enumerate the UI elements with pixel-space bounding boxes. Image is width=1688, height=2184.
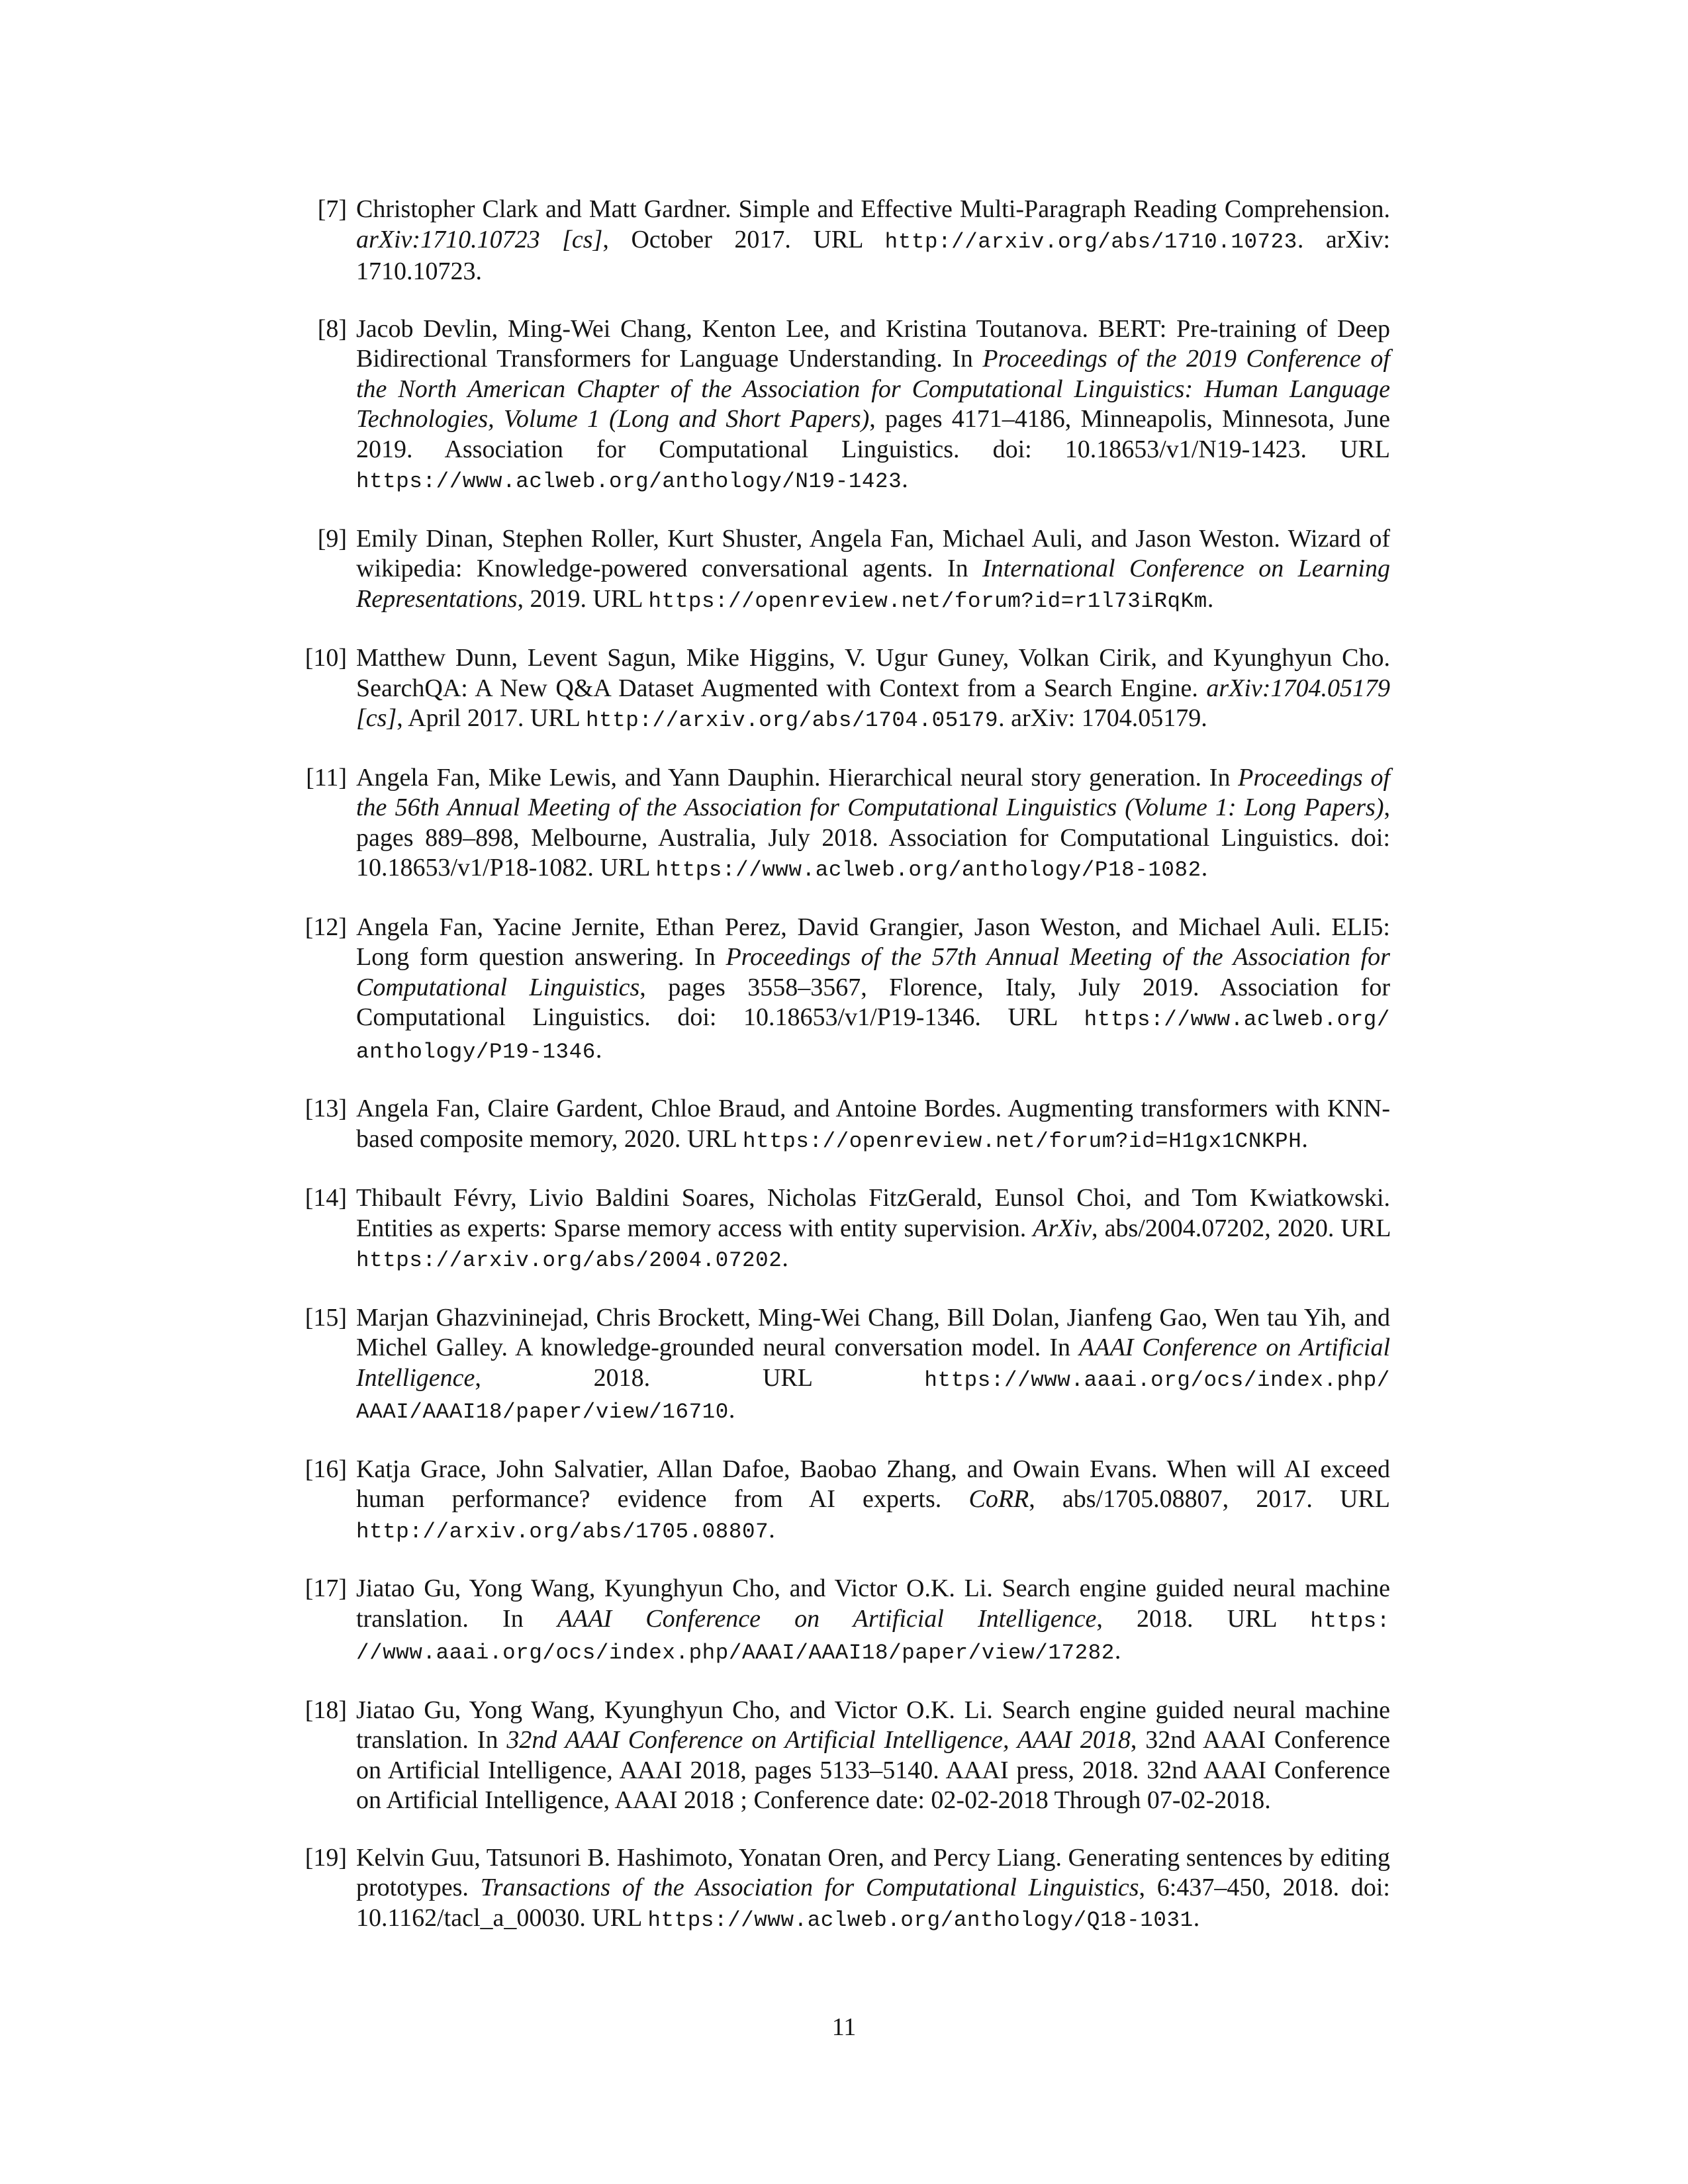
reference-text-segment: , pages 4171–4186, Minneapolis, Minnesota, June 2019. Association for Computational Linguistics. doi: 10.18653/v1/N19-1423. URL [356,405,1390,463]
reference-url-link[interactable]: https://arxiv.org/abs/2004.07202 [356,1248,782,1273]
reference-url-link[interactable]: https://openreview.net/forum?id=r1l73iRqKm [648,588,1207,614]
reference-text-segment: . [595,1035,602,1064]
reference-text-segment: , abs/2004.07202, 2020. URL [1092,1214,1390,1242]
reference-text [356,195,1390,287]
page-number: 11 [831,2013,857,2041]
reference-url-link[interactable]: http://arxiv.org/abs/1705.08807 [356,1519,769,1544]
reference-text-segment: Thibault Févry, Livio Baldini Soares, Nicholas FitzGerald, Eunsol Choi, and Tom Kwiatkowski. Entities as experts: Sparse memory access with entity supervision. [356,1184,1390,1242]
reference-text [356,314,1390,497]
reference-text-segment: . [1114,1637,1121,1664]
reference-text [356,913,1390,1068]
reference-number: [14] [305,1184,347,1212]
reference-list [298,195,1390,1962]
reference-text-segment: . arXiv: 1710.10723. [356,225,1391,285]
reference-text [356,643,1390,736]
reference-entry [298,643,1390,736]
reference-url-link[interactable]: https://openreview.net/forum?id=​H1gx1CNKPH [742,1128,1302,1154]
reference-number: [17] [305,1574,347,1602]
reference-text-segment: Emily Dinan, Stephen Roller, Kurt Shuster, Angela Fan, Michael Auli, and Jason Weston. Wizard of wikipedia: Knowledge-powered conversational agents. In [356,524,1390,582]
reference-text [356,1696,1390,1816]
reference-entry [298,195,1390,287]
reference-text-segment: . [728,1396,735,1424]
reference-number: [12] [305,913,347,941]
reference-entry [298,1574,1390,1668]
reference-text-segment: . arXiv: 1704.05179. [998,704,1207,732]
reference-text-segment: , pages 889–898, Melbourne, Australia, July 2018. Association for Computational Linguistics. doi: 10.18653/v1/P18-1082. URL [356,794,1390,882]
reference-text-segment: Marjan Ghazvininejad, Chris Brockett, Ming-Wei Chang, Bill Dolan, Jianfeng Gao, Wen tau Yih, and Michel Galley. A knowledge-grounded neural conversation model. In [356,1303,1390,1361]
reference-entry [298,1183,1390,1276]
reference-entry [298,1843,1390,1936]
reference-venue: CoRR [968,1485,1029,1513]
reference-text [356,763,1390,886]
reference-number: [16] [305,1455,347,1483]
reference-text-segment: Kelvin Guu, Tatsunori B. Hashimoto, Yonatan Oren, and Percy Liang. Generating sentences by editing prototypes. [356,1843,1390,1901]
reference-number: [11] [306,763,347,792]
reference-text-segment: . [769,1515,775,1543]
reference-text-segment: , April 2017. URL [397,704,586,732]
reference-entry [298,1696,1390,1816]
reference-entry [298,763,1390,886]
reference-entry [298,913,1390,1068]
reference-venue: Transactions of the Association for Computational Linguistics [480,1874,1139,1901]
reference-venue: Proceedings of the 56th Annual Meeting of the Association for Computational Linguistics (Volume 1: Long Papers) [356,763,1390,821]
reference-text-segment: Angela Fan, Mike Lewis, and Yann Dauphin. Hierarchical neural story generation. In [356,763,1239,792]
reference-text-segment: . [1201,854,1208,882]
reference-text-segment: Angela Fan, Yacine Jernite, Ethan Perez, David Grangier, Jason Weston, and Michael Auli. ELI5: Long form question answering. In [356,913,1390,971]
reference-text [356,1303,1390,1428]
reference-entry [298,1303,1390,1428]
reference-text-segment: . [1207,584,1214,613]
reference-number: [19] [305,1843,347,1872]
reference-text [356,1455,1390,1547]
reference-entry [298,1455,1390,1547]
reference-url-link[interactable]: https://www.aclweb.org/​anthology/P19-1346 [356,1007,1390,1064]
reference-text-segment: Angela Fan, Claire Gardent, Chloe Braud, and Antoine Bordes. Augmenting transformers with KNN-based composite memory, 2020. URL [356,1095,1390,1153]
reference-text-segment: , 6:437–450, 2018. doi: 10.1162/tacl_a_00030. URL [356,1874,1390,1932]
reference-venue: ArXiv [1033,1214,1092,1242]
reference-venue: Proceedings of the 57th Annual Meeting of the Association for Computational Linguistics [356,943,1390,1001]
reference-url-link[interactable]: https:​//www.aaai.org/ocs/index.php/AAAI/AAAI18/paper/view/17282 [356,1608,1391,1665]
reference-text-segment: Matthew Dunn, Levent Sagun, Mike Higgins, V. Ugur Guney, Volkan Cirik, and Kyunghyun Cho. SearchQA: A New Q&A Dataset Augmented with Context from a Search Engine. [356,644,1390,702]
reference-text-segment: Jacob Devlin, Ming-Wei Chang, Kenton Lee, and Kristina Toutanova. BERT: Pre-training of Deep Bidirectional Transformers for Language Understanding. In [356,314,1390,373]
reference-text [356,1843,1390,1936]
reference-text-segment: , October 2017. URL [602,225,885,253]
reference-text-segment: Christopher Clark and Matt Gardner. Simple and Effective Multi-Paragraph Reading Comprehension. [356,195,1390,223]
reference-url-link[interactable]: https://www.aclweb.org/anthology/N19-1423 [356,469,902,494]
reference-url-link[interactable]: http://arxiv.org/abs/1704.05179 [585,708,999,733]
reference-text-segment: , pages 3558–3567, Florence, Italy, July 2019. Association for Computational Linguistics. doi: 10.18653/v1/P19-1346. URL [356,973,1390,1031]
reference-venue: International Conference on Learning Representations [356,555,1390,613]
reference-url-link[interactable]: https://www.aaai.org/ocs/index.php/​AAAI/AAAI18/paper/view/16710 [356,1367,1390,1424]
reference-url-link[interactable]: https://www.aclweb.org/anthology/Q18-1031 [647,1907,1194,1933]
reference-text-segment: . [782,1244,788,1272]
reference-text [356,1094,1390,1156]
reference-url-link[interactable]: http://arxiv.org/abs/1710.10723 [884,229,1297,254]
reference-text [356,1574,1390,1668]
reference-venue: 32nd AAAI Conference on Artificial Intelligence, AAAI 2018 [506,1726,1131,1754]
reference-text-segment: . [1193,1903,1200,1932]
reference-text-segment: Jiatao Gu, Yong Wang, Kyunghyun Cho, and Victor O.K. Li. Search engine guided neural machine translation. In [356,1696,1390,1754]
reference-text [356,524,1390,617]
reference-text-segment: Katja Grace, John Salvatier, Allan Dafoe, Baobao Zhang, and Owain Evans. When will AI exceed human performance? evidence from AI experts. [356,1455,1390,1513]
reference-url-link[interactable]: https://www.aclweb.org/anthology/​P18-1082 [655,858,1201,882]
reference-venue: AAAI Conference on Artificial Intelligence [356,1334,1390,1392]
reference-number: [18] [305,1696,347,1724]
reference-text-segment: , 2018. URL [1096,1604,1311,1633]
reference-number: [10] [305,644,347,672]
reference-entry [298,314,1390,497]
reference-venue: arXiv:1710.10723 [cs] [356,225,603,253]
reference-venue: arXiv:1704.05179 [cs] [356,674,1390,732]
reference-venue: AAAI Conference on Artificial Intelligence [557,1604,1097,1633]
reference-number: [7] [317,195,347,223]
reference-entry [298,524,1390,617]
reference-text-segment: . [902,465,908,493]
reference-entry [298,1094,1390,1156]
reference-text-segment: , 2019. URL [517,584,649,613]
reference-text-segment: , 32nd AAAI Conference on Artificial Intelligence, AAAI 2018, pages 5133–5140. AAAI press, 2018. 32nd AAAI Conference on Artificial Intelligence, AAAI 2018 ; Conference date: 02-02-2018 Through 07-02-2018. [356,1726,1390,1814]
reference-text-segment: Jiatao Gu, Yong Wang, Kyunghyun Cho, and Victor O.K. Li. Search engine guided neural machine translation. In [356,1574,1390,1633]
reference-number: [8] [317,314,347,343]
reference-text [356,1183,1390,1276]
reference-number: [15] [305,1303,347,1332]
reference-number: [13] [305,1095,347,1122]
reference-text-segment: , abs/1705.08807, 2017. URL [1029,1485,1390,1513]
reference-text-segment: . [1301,1124,1308,1153]
reference-text-segment: , 2018. URL [475,1363,925,1392]
reference-venue: Proceedings of the 2019 Conference of the North American Chapter of the Association for Computational Linguistics: Human Language Technologies, Volume 1 (Long and Short Papers) [356,345,1390,433]
reference-number: [9] [317,524,347,553]
